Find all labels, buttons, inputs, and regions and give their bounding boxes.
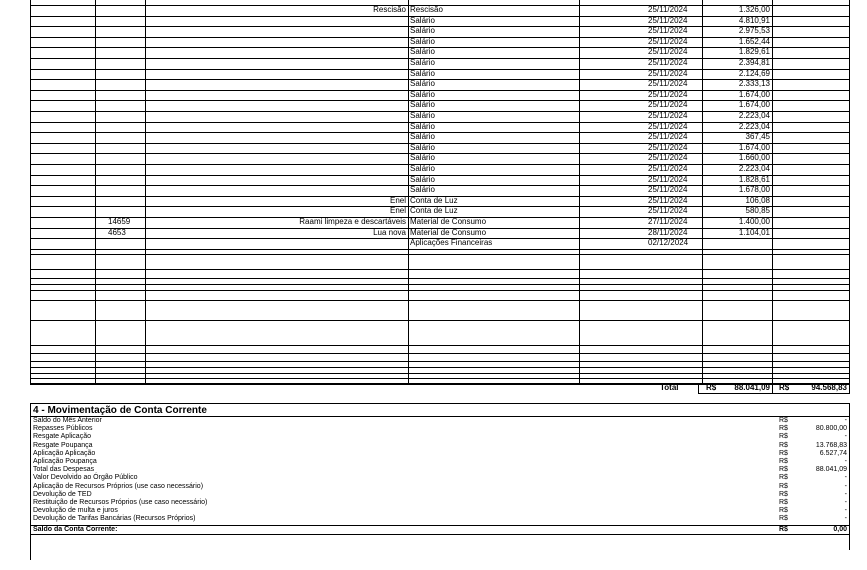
- row-value: -: [844, 474, 847, 481]
- value-cell: 2.333,13: [738, 79, 770, 88]
- description-cell: Salário: [410, 47, 435, 56]
- total-value-2: 94.568,83: [811, 383, 847, 392]
- date-cell: 25/11/2024: [648, 206, 688, 215]
- movement-row: [32, 491, 849, 499]
- value-cell: 4.810,91: [738, 16, 770, 25]
- grid-hline: [30, 345, 849, 346]
- row-currency: R$: [779, 499, 788, 506]
- description-cell: Salário: [410, 69, 435, 78]
- row-label: Total das Despesas: [33, 466, 95, 473]
- date-cell: 25/11/2024: [648, 47, 688, 56]
- description-cell: Salário: [410, 185, 435, 194]
- value-cell: 2.223,04: [738, 111, 770, 120]
- grid-hline: [30, 278, 849, 279]
- supplier-cell: Raami limpeza e descartáveis: [299, 217, 406, 226]
- row-label: Resgate Aplicação: [33, 433, 91, 440]
- grid-hline: [30, 300, 849, 301]
- description-cell: Salário: [410, 90, 435, 99]
- row-value: -: [844, 515, 847, 522]
- date-cell: 25/11/2024: [648, 122, 688, 131]
- value-cell: 1.829,61: [738, 47, 770, 56]
- date-cell: 25/11/2024: [648, 16, 688, 25]
- final-balance-row: [32, 526, 849, 534]
- total-label: Total: [660, 383, 679, 392]
- movement-row: [32, 466, 849, 474]
- value-cell: 1.674,00: [738, 143, 770, 152]
- row-currency: R$: [779, 507, 788, 514]
- grid-hline: [30, 378, 849, 379]
- grid-hline: [30, 353, 849, 354]
- row-value: -: [844, 483, 847, 490]
- description-cell: Aplicações Financeiras: [410, 238, 493, 247]
- doc-number-cell: 4653: [108, 228, 126, 237]
- row-label: Aplicação Aplicação: [33, 450, 96, 457]
- description-cell: Rescisão: [410, 5, 443, 14]
- date-cell: 25/11/2024: [648, 111, 688, 120]
- row-label: Aplicação de Recursos Próprios (use caso necessário): [33, 483, 204, 490]
- total-currency-1: R$: [706, 383, 717, 392]
- row-currency: R$: [779, 433, 788, 440]
- description-cell: Salário: [410, 79, 435, 88]
- row-label: Devolução de Tarifas Bancárias (Recursos Próprios): [33, 515, 196, 522]
- movement-row: [32, 474, 849, 482]
- description-cell: Salário: [410, 37, 435, 46]
- row-label: Resgate Poupança: [33, 442, 93, 449]
- grid-hline: [30, 361, 849, 362]
- date-cell: 25/11/2024: [648, 100, 688, 109]
- grid-hline: [30, 290, 849, 291]
- row-label: Devolução de multa e juros: [33, 507, 118, 514]
- movement-row: [32, 507, 849, 515]
- supplier-cell: Enel: [389, 196, 406, 205]
- description-cell: Conta de Luz: [410, 196, 458, 205]
- description-cell: Salário: [410, 16, 435, 25]
- row-currency: R$: [779, 515, 788, 522]
- movement-row: [32, 425, 849, 433]
- row-label: Aplicação Poupança: [33, 458, 97, 465]
- date-cell: 25/11/2024: [648, 164, 688, 173]
- movement-row: [32, 483, 849, 491]
- total-currency-2: R$: [779, 383, 790, 392]
- value-cell: 2.223,04: [738, 122, 770, 131]
- movement-row: [32, 499, 849, 507]
- row-currency: R$: [779, 417, 788, 424]
- movement-row: [32, 442, 849, 450]
- grid-hline: [30, 269, 849, 270]
- grid-hline: [30, 284, 849, 285]
- grid-hline: [30, 254, 849, 255]
- date-cell: 25/11/2024: [648, 5, 688, 14]
- date-cell: 25/11/2024: [648, 69, 688, 78]
- description-cell: Salário: [410, 132, 435, 141]
- row-label: Repasses Públicos: [33, 425, 93, 432]
- movement-row: [32, 433, 849, 441]
- doc-number-cell: 14659: [108, 217, 131, 226]
- grid-hline: [698, 393, 849, 394]
- supplier-cell: Rescisão: [373, 5, 406, 14]
- row-label: Restituição de Recursos Próprios (use caso necessário): [33, 499, 208, 506]
- row-currency: R$: [779, 491, 788, 498]
- description-cell: Salário: [410, 26, 435, 35]
- description-cell: Salário: [410, 111, 435, 120]
- row-value: 13.768,83: [815, 442, 847, 449]
- section-4-title: 4 - Movimentação de Conta Corrente: [33, 405, 207, 416]
- description-cell: Salário: [410, 175, 435, 184]
- supplier-cell: Lua nova: [373, 228, 406, 237]
- date-cell: 25/11/2024: [648, 58, 688, 67]
- date-cell: 02/12/2024: [648, 238, 689, 247]
- description-cell: Material de Consumo: [410, 228, 487, 237]
- row-value: -: [844, 433, 847, 440]
- date-cell: 25/11/2024: [648, 132, 688, 141]
- value-cell: 1.674,00: [738, 90, 770, 99]
- value-cell: 1.104,01: [738, 228, 770, 237]
- section-border: [30, 403, 849, 404]
- description-cell: Material de Consumo: [410, 217, 487, 226]
- value-cell: 1.674,00: [738, 100, 770, 109]
- supplier-cell: Enel: [389, 206, 406, 215]
- row-value: 88.041,09: [815, 466, 847, 473]
- date-cell: 25/11/2024: [648, 143, 688, 152]
- row-label: Valor Devolvido ao Órgão Público: [33, 474, 138, 481]
- date-cell: 28/11/2024: [648, 228, 688, 237]
- description-cell: Salário: [410, 100, 435, 109]
- value-cell: 1.326,00: [738, 5, 770, 14]
- grid-vline: [849, 0, 850, 383]
- date-cell: 25/11/2024: [648, 175, 688, 184]
- value-cell: 2.394,81: [738, 58, 770, 67]
- date-cell: 25/11/2024: [648, 26, 688, 35]
- value-cell: 1.660,00: [738, 153, 770, 162]
- description-cell: Salário: [410, 143, 435, 152]
- row-value: 0,00: [833, 526, 847, 533]
- movement-row: [32, 450, 849, 458]
- date-cell: 25/11/2024: [648, 153, 688, 162]
- value-cell: 1.828,61: [738, 175, 770, 184]
- row-label: Saldo da Conta Corrente:: [33, 526, 118, 533]
- row-currency: R$: [779, 458, 788, 465]
- row-currency: R$: [779, 442, 788, 449]
- description-cell: Salário: [410, 58, 435, 67]
- value-cell: 1.678,00: [738, 185, 770, 194]
- row-value: -: [844, 491, 847, 498]
- total-value-1: 88.041,09: [734, 383, 770, 392]
- grid-hline: [30, 320, 849, 321]
- description-cell: Conta de Luz: [410, 206, 458, 215]
- value-cell: 1.400,00: [738, 217, 770, 226]
- date-cell: 25/11/2024: [648, 37, 688, 46]
- row-currency: R$: [779, 526, 788, 533]
- description-cell: Salário: [410, 122, 435, 131]
- row-currency: R$: [779, 466, 788, 473]
- section-border: [30, 534, 849, 535]
- row-value: -: [844, 417, 847, 424]
- movement-row: [32, 417, 849, 425]
- value-cell: 106,08: [745, 196, 770, 205]
- value-cell: 367,45: [745, 132, 770, 141]
- grid-hline: [30, 367, 849, 368]
- date-cell: 27/11/2024: [648, 217, 688, 226]
- section-border: [30, 403, 31, 560]
- row-label: Devolução de TED: [33, 491, 92, 498]
- grid-vline: [849, 383, 850, 394]
- date-cell: 25/11/2024: [648, 79, 688, 88]
- grid-hline: [30, 249, 849, 250]
- value-cell: 1.652,44: [738, 37, 770, 46]
- movement-row: [32, 458, 849, 466]
- row-value: 80.800,00: [815, 425, 847, 432]
- grid-hline: [30, 373, 849, 374]
- date-cell: 25/11/2024: [648, 90, 688, 99]
- row-label: Saldo do Mês Anterior: [33, 417, 102, 424]
- value-cell: 580,85: [745, 206, 770, 215]
- row-value: -: [844, 507, 847, 514]
- row-value: 6.527,74: [819, 450, 847, 457]
- row-currency: R$: [779, 474, 788, 481]
- date-cell: 25/11/2024: [648, 185, 688, 194]
- value-cell: 2.124,69: [738, 69, 770, 78]
- description-cell: Salário: [410, 164, 435, 173]
- value-cell: 2.223,04: [738, 164, 770, 173]
- value-cell: 2.975,53: [738, 26, 770, 35]
- date-cell: 25/11/2024: [648, 196, 688, 205]
- row-currency: R$: [779, 483, 788, 490]
- section-border: [849, 403, 850, 550]
- description-cell: Salário: [410, 153, 435, 162]
- row-currency: R$: [779, 450, 788, 457]
- row-value: -: [844, 499, 847, 506]
- row-currency: R$: [779, 425, 788, 432]
- row-value: -: [844, 458, 847, 465]
- movement-row: [32, 515, 849, 523]
